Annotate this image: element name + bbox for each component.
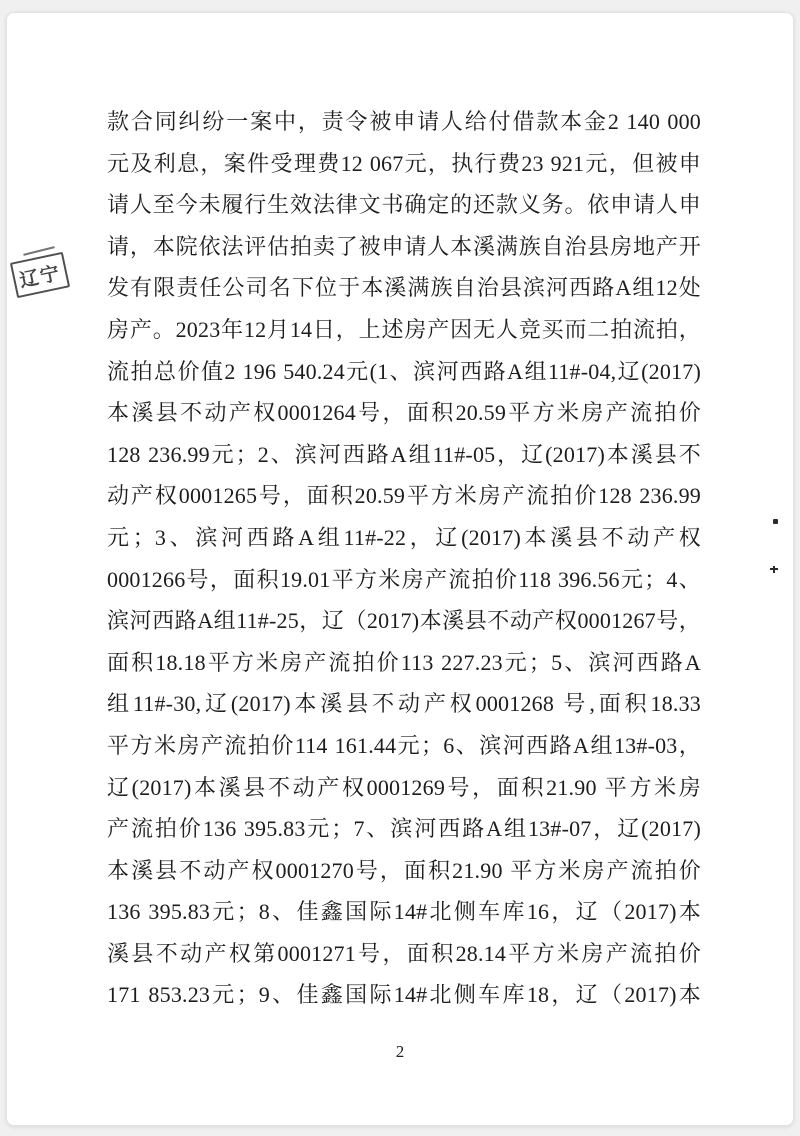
stamp-label: 辽宁	[17, 262, 64, 292]
text-line-22: 171 853.23元；9、佳鑫国际14#北侧车库18，辽（2017)本	[107, 982, 701, 1008]
text-line-21: 溪县不动产权第0001271号，面积28.14平方米房产流拍价	[107, 940, 701, 966]
text-line-6: 房产。2023年12月14日，上述房产因无人竞买而二拍流拍，	[107, 316, 701, 342]
scan-artifact-dot	[773, 519, 778, 524]
text-line-15: 组11#-30,辽(2017)本溪县不动产权0001268 号,面积18.33	[107, 691, 701, 717]
text-line-12: 0001266号，面积19.01平方米房产流拍价118 396.56元；4、	[107, 566, 701, 592]
text-line-10: 动产权0001265号，面积20.59平方米房产流拍价128 236.99	[107, 483, 701, 509]
text-line-7: 流拍总价值2 196 540.24元(1、滨河西路A组11#-04,辽(2017)	[107, 358, 701, 384]
text-line-4: 请，本院依法评估拍卖了被申请人本溪满族自治县房地产开	[107, 233, 701, 259]
text-line-8: 本溪县不动产权0001264号，面积20.59平方米房产流拍价	[107, 400, 701, 426]
text-line-1: 款合同纠纷一案中，责令被申请人给付借款本金2 140 000	[107, 109, 701, 134]
text-line-17: 辽(2017)本溪县不动产权0001269号，面积21.90 平方米房	[107, 774, 701, 800]
liaoning-seal-stamp	[10, 252, 70, 298]
scan-artifact-cross-bar-v	[773, 566, 775, 573]
page-number: 2	[395, 1042, 405, 1061]
document-body-text	[107, 101, 701, 1016]
text-line-5: 发有限责任公司名下位于本溪满族自治县滨河西路A组12处	[107, 275, 701, 301]
text-line-9: 128 236.99元；2、滨河西路A组11#-05，辽(2017)本溪县不	[107, 441, 701, 467]
text-line-11: 元；3、滨河西路A组11#-22，辽(2017)本溪县不动产权	[107, 524, 701, 550]
text-line-13: 滨河西路A组11#-25，辽（2017)本溪县不动产权0001267号，	[107, 608, 701, 634]
text-line-18: 产流拍价136 395.83元；7、滨河西路A组13#-07，辽(2017)	[107, 816, 701, 842]
scanned-document-page	[6, 12, 794, 1126]
text-line-2: 元及利息，案件受理费12 067元，执行费23 921元，但被申	[107, 150, 701, 176]
text-line-20: 136 395.83元；8、佳鑫国际14#北侧车库16，辽（2017)本	[107, 899, 701, 925]
text-line-16: 平方米房产流拍价114 161.44元；6、滨河西路A组13#-03，	[107, 732, 701, 758]
text-line-19: 本溪县不动产权0001270号，面积21.90 平方米房产流拍价	[107, 857, 701, 883]
text-line-3: 请人至今未履行生效法律文书确定的还款义务。依申请人申	[107, 192, 701, 218]
text-line-14: 面积18.18平方米房产流拍价113 227.23元；5、滨河西路A	[107, 649, 701, 675]
scan-artifact-cross	[770, 564, 779, 573]
